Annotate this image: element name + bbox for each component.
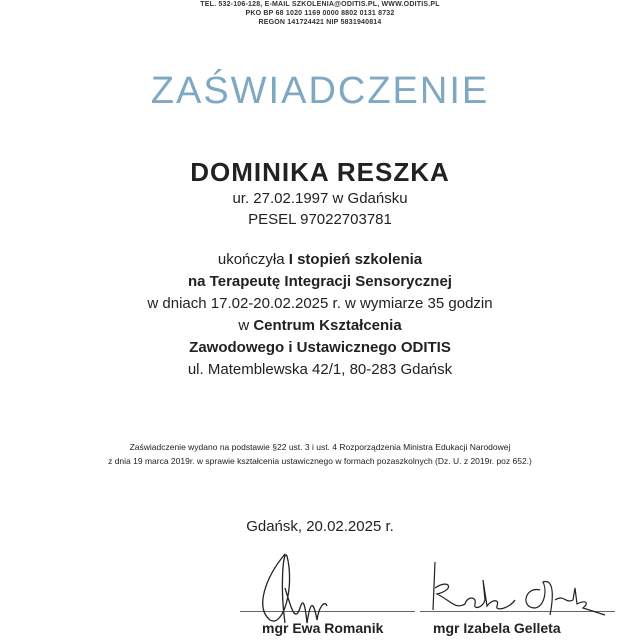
contact-header [0, 0, 640, 27]
completed-text: ukończyła [217, 251, 289, 268]
legal-basis-2: z dnia 19 marca 2019r. w sprawie kształcenia ustawicznego w formach pozaszkolnych (Dz. U. z 2019r. poz 652.) [108, 456, 532, 466]
pesel: PESEL 97022703781 [248, 211, 392, 228]
completion-line [0, 251, 640, 268]
signature-2-image [425, 560, 615, 620]
center-name-2: Zawodowego i Ustawicznego ODITIS [189, 339, 451, 356]
at-text: w [238, 317, 254, 334]
legal-basis-1: Zaświadczenie wydano na podstawie §22 ust. 3 i ust. 4 Rozporządzenia Ministra Edukacji Narodowej [129, 442, 511, 452]
document-title: ZAŚWIADCZENIE [150, 70, 490, 112]
center-line [0, 317, 640, 334]
header-regon-line: REGON 141724421 NIP 5831940814 [258, 19, 382, 26]
course-dates: w dniach 17.02-20.02.2025 r. w wymiarze 35 godzin [147, 295, 493, 312]
recipient-name: DOMINIKA RESZKA [190, 157, 450, 187]
signatory-2-name: mgr Izabela Gelleta [433, 620, 561, 636]
signature-1-image [255, 548, 355, 628]
header-bank-line: PKO BP 68 1020 1169 0000 8802 0131 8732 [245, 10, 395, 17]
birth-info: ur. 27.02.1997 w Gdańsku [232, 190, 408, 207]
course-name: na Terapeutę Integracji Sensorycznej [188, 273, 452, 290]
header-contact-line: TEL. 532-106-128, E-MAIL SZKOLENIA@ODITIS.PL, WWW.ODITIS.PL [200, 1, 440, 8]
center-address: ul. Matemblewska 42/1, 80-283 Gdańsk [187, 361, 453, 378]
place-date: Gdańsk, 20.02.2025 r. [246, 518, 394, 535]
course-level: I stopień szkolenia [288, 251, 423, 268]
signatory-1-name: mgr Ewa Romanik [262, 620, 384, 636]
center-name-1: Centrum Kształcenia [253, 317, 402, 334]
